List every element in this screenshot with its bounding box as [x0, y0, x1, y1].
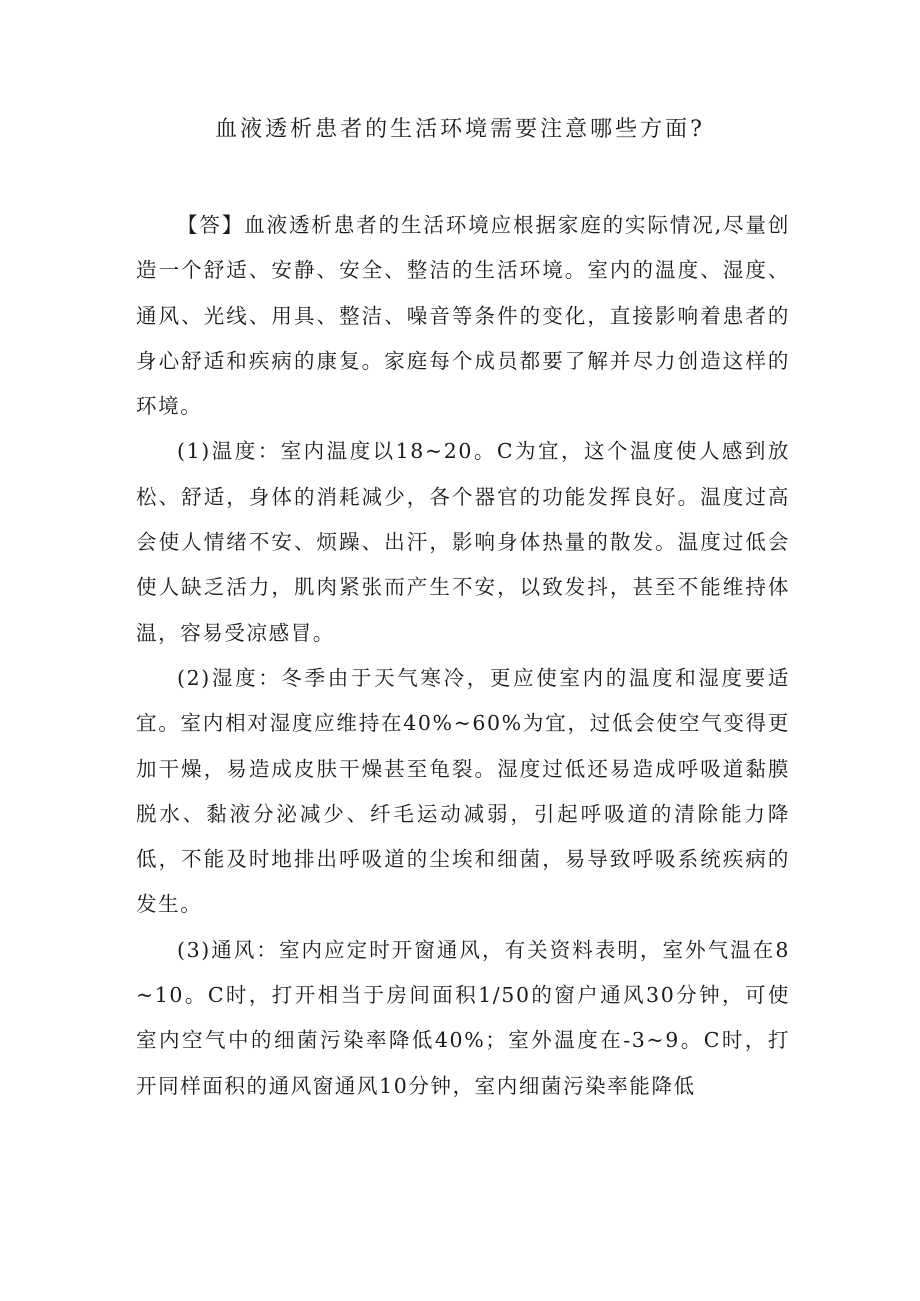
page-title: 血液透析患者的生活环境需要注意哪些方面? — [215, 117, 705, 142]
paragraph-ventilation: (3)通风：室内应定时开窗通风，有关资料表明，室外气温在8~10。C时，打开相当于房间面积1/50的窗户通风30分钟，可使室内空气中的细菌污染率降低40%；室外温度在-3~9。C时，打开同样面积的通风窗通风10分钟，室内细菌污染率能降低 — [136, 937, 790, 1098]
paragraph-answer-intro: 【答】血液透析患者的生活环境应根据家庭的实际情况,尽量创造一个舒适、安静、安全、整洁的生活环境。室内的温度、湿度、通风、光线、用具、整洁、噪音等条件的变化，直接影响着患者的身心舒适和疾病的康复。家庭每个成员都要了解并尽力创造这样的环境。 — [136, 213, 790, 419]
document-body — [136, 203, 790, 1109]
paragraph-temperature: (1)温度：室内温度以18~20。C为宜，这个温度使人感到放松、舒适，身体的消耗减少，各个器官的功能发挥良好。温度过高会使人情绪不安、烦躁、出汗，影响身体热量的散发。温度过低会使人缺乏活力，肌肉紧张而产生不安，以致发抖，甚至不能维持体温，容易受凉感冒。 — [136, 439, 790, 645]
paragraph-humidity: (2)湿度：冬季由于天气寒冷，更应使室内的温度和湿度要适宜。室内相对湿度应维持在40%~60%为宜，过低会使空气变得更加干燥，易造成皮肤干燥甚至龟裂。湿度过低还易造成呼吸道黏膜脱水、黏液分泌减少、纤毛运动减弱，引起呼吸道的清除能力降低，不能及时地排出呼吸道的尘埃和细菌，易导致呼吸系统疾病的发生。 — [136, 665, 790, 917]
